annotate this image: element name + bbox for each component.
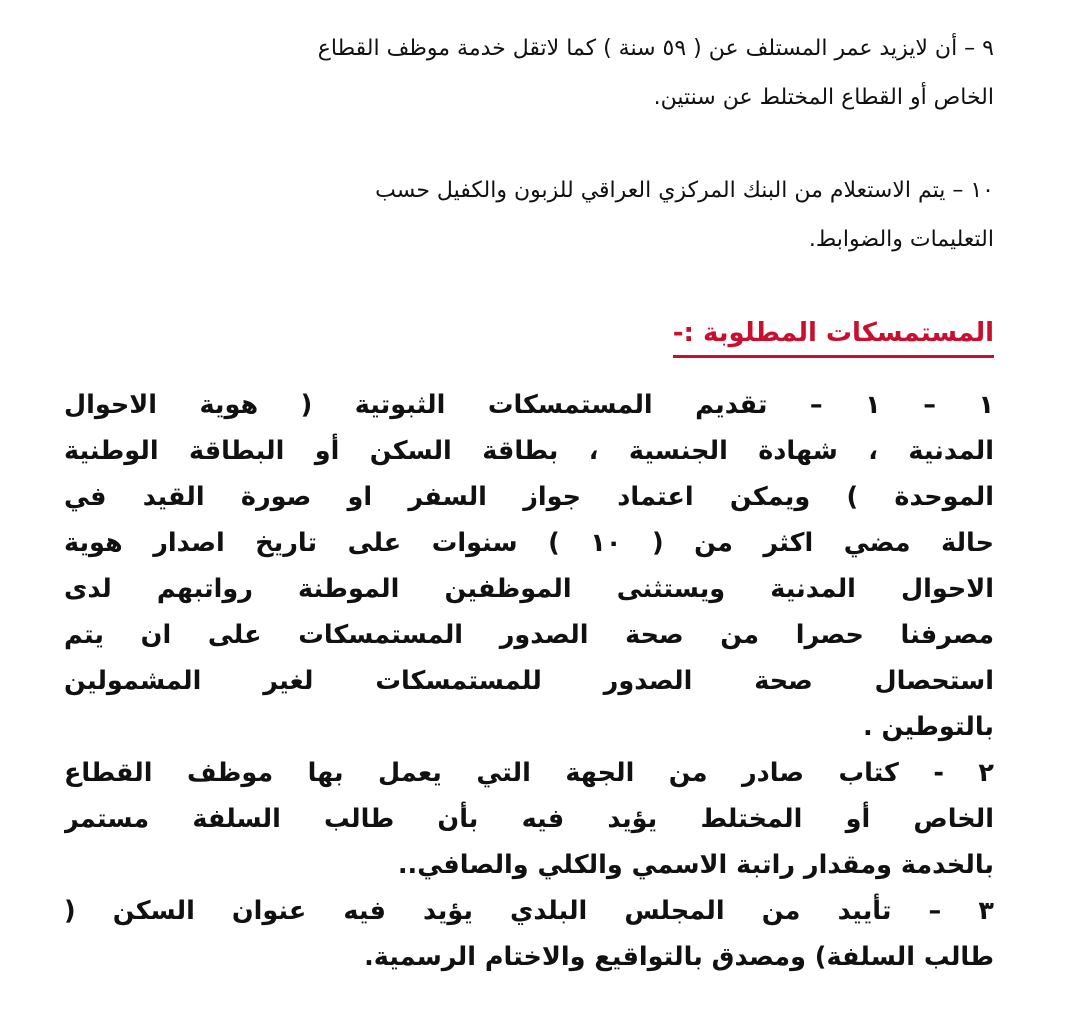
- document-1-line-5: الاحوال المدنية ويستثنى الموظفين الموطنة رواتبهم لدى: [64, 574, 994, 604]
- condition-10-line-1: ١٠ – يتم الاستعلام من البنك المركزي العراقي للزبون والكفيل حسب: [375, 178, 994, 203]
- condition-9-line-1: ٩ – أن لايزيد عمر المستلف عن ( ٥٩ سنة ) كما لاتقل خدمة موظف القطاع: [317, 36, 994, 61]
- document-1-line-6: مصرفنا حصرا من صحة الصدور المستمسكات على ان يتم: [64, 620, 994, 650]
- heading-text: المستمسكات المطلوبة :-: [672, 318, 994, 348]
- condition-item-9: [214, 24, 994, 122]
- document-1-line-2: المدنية ، شهادة الجنسية ، بطاقة السكن أو البطاقة الوطنية: [64, 436, 994, 466]
- condition-item-10: [214, 166, 994, 264]
- document-1-line-3: الموحدة ) ويمكن اعتماد جواز السفر او صورة القيد في: [64, 482, 994, 512]
- document-item-2: [64, 750, 994, 888]
- document-3-line-1: ٣ – تأييد من المجلس البلدي يؤيد فيه عنوان السكن (: [64, 896, 994, 926]
- condition-9-line-2: الخاص أو القطاع المختلط عن سنتين.: [653, 85, 994, 110]
- heading-underline: [673, 355, 994, 358]
- document-2-line-1: ٢ - كتاب صادر من الجهة التي يعمل بها موظف القطاع: [64, 758, 994, 788]
- condition-10-line-2: التعليمات والضوابط.: [808, 227, 994, 252]
- document-1-line-4: حالة مضي اكثر من ( ١٠ ) سنوات على تاريخ اصدار هوية: [64, 528, 994, 558]
- document-1-line-8: بالتوطين .: [862, 712, 994, 742]
- document-item-1: [64, 382, 994, 750]
- document-3-line-2: طالب السلفة) ومصدق بالتواقيع والاختام الرسمية.: [364, 942, 994, 972]
- required-documents-list: [64, 382, 994, 980]
- document-1-line-7: استحصال صحة الصدور للمستمسكات لغير المشمولين: [64, 666, 994, 696]
- document-2-line-2: الخاص أو المختلط يؤيد فيه بأن طالب السلفة مستمر: [64, 804, 994, 834]
- required-documents-heading: [673, 313, 994, 358]
- document-2-line-3: بالخدمة ومقدار راتبة الاسمي والكلي والصافي..: [397, 850, 994, 880]
- document-1-line-1: ١ – ١ – تقديم المستمسكات الثبوتية ( هوية الاحوال: [64, 390, 994, 420]
- document-item-3: [64, 888, 994, 980]
